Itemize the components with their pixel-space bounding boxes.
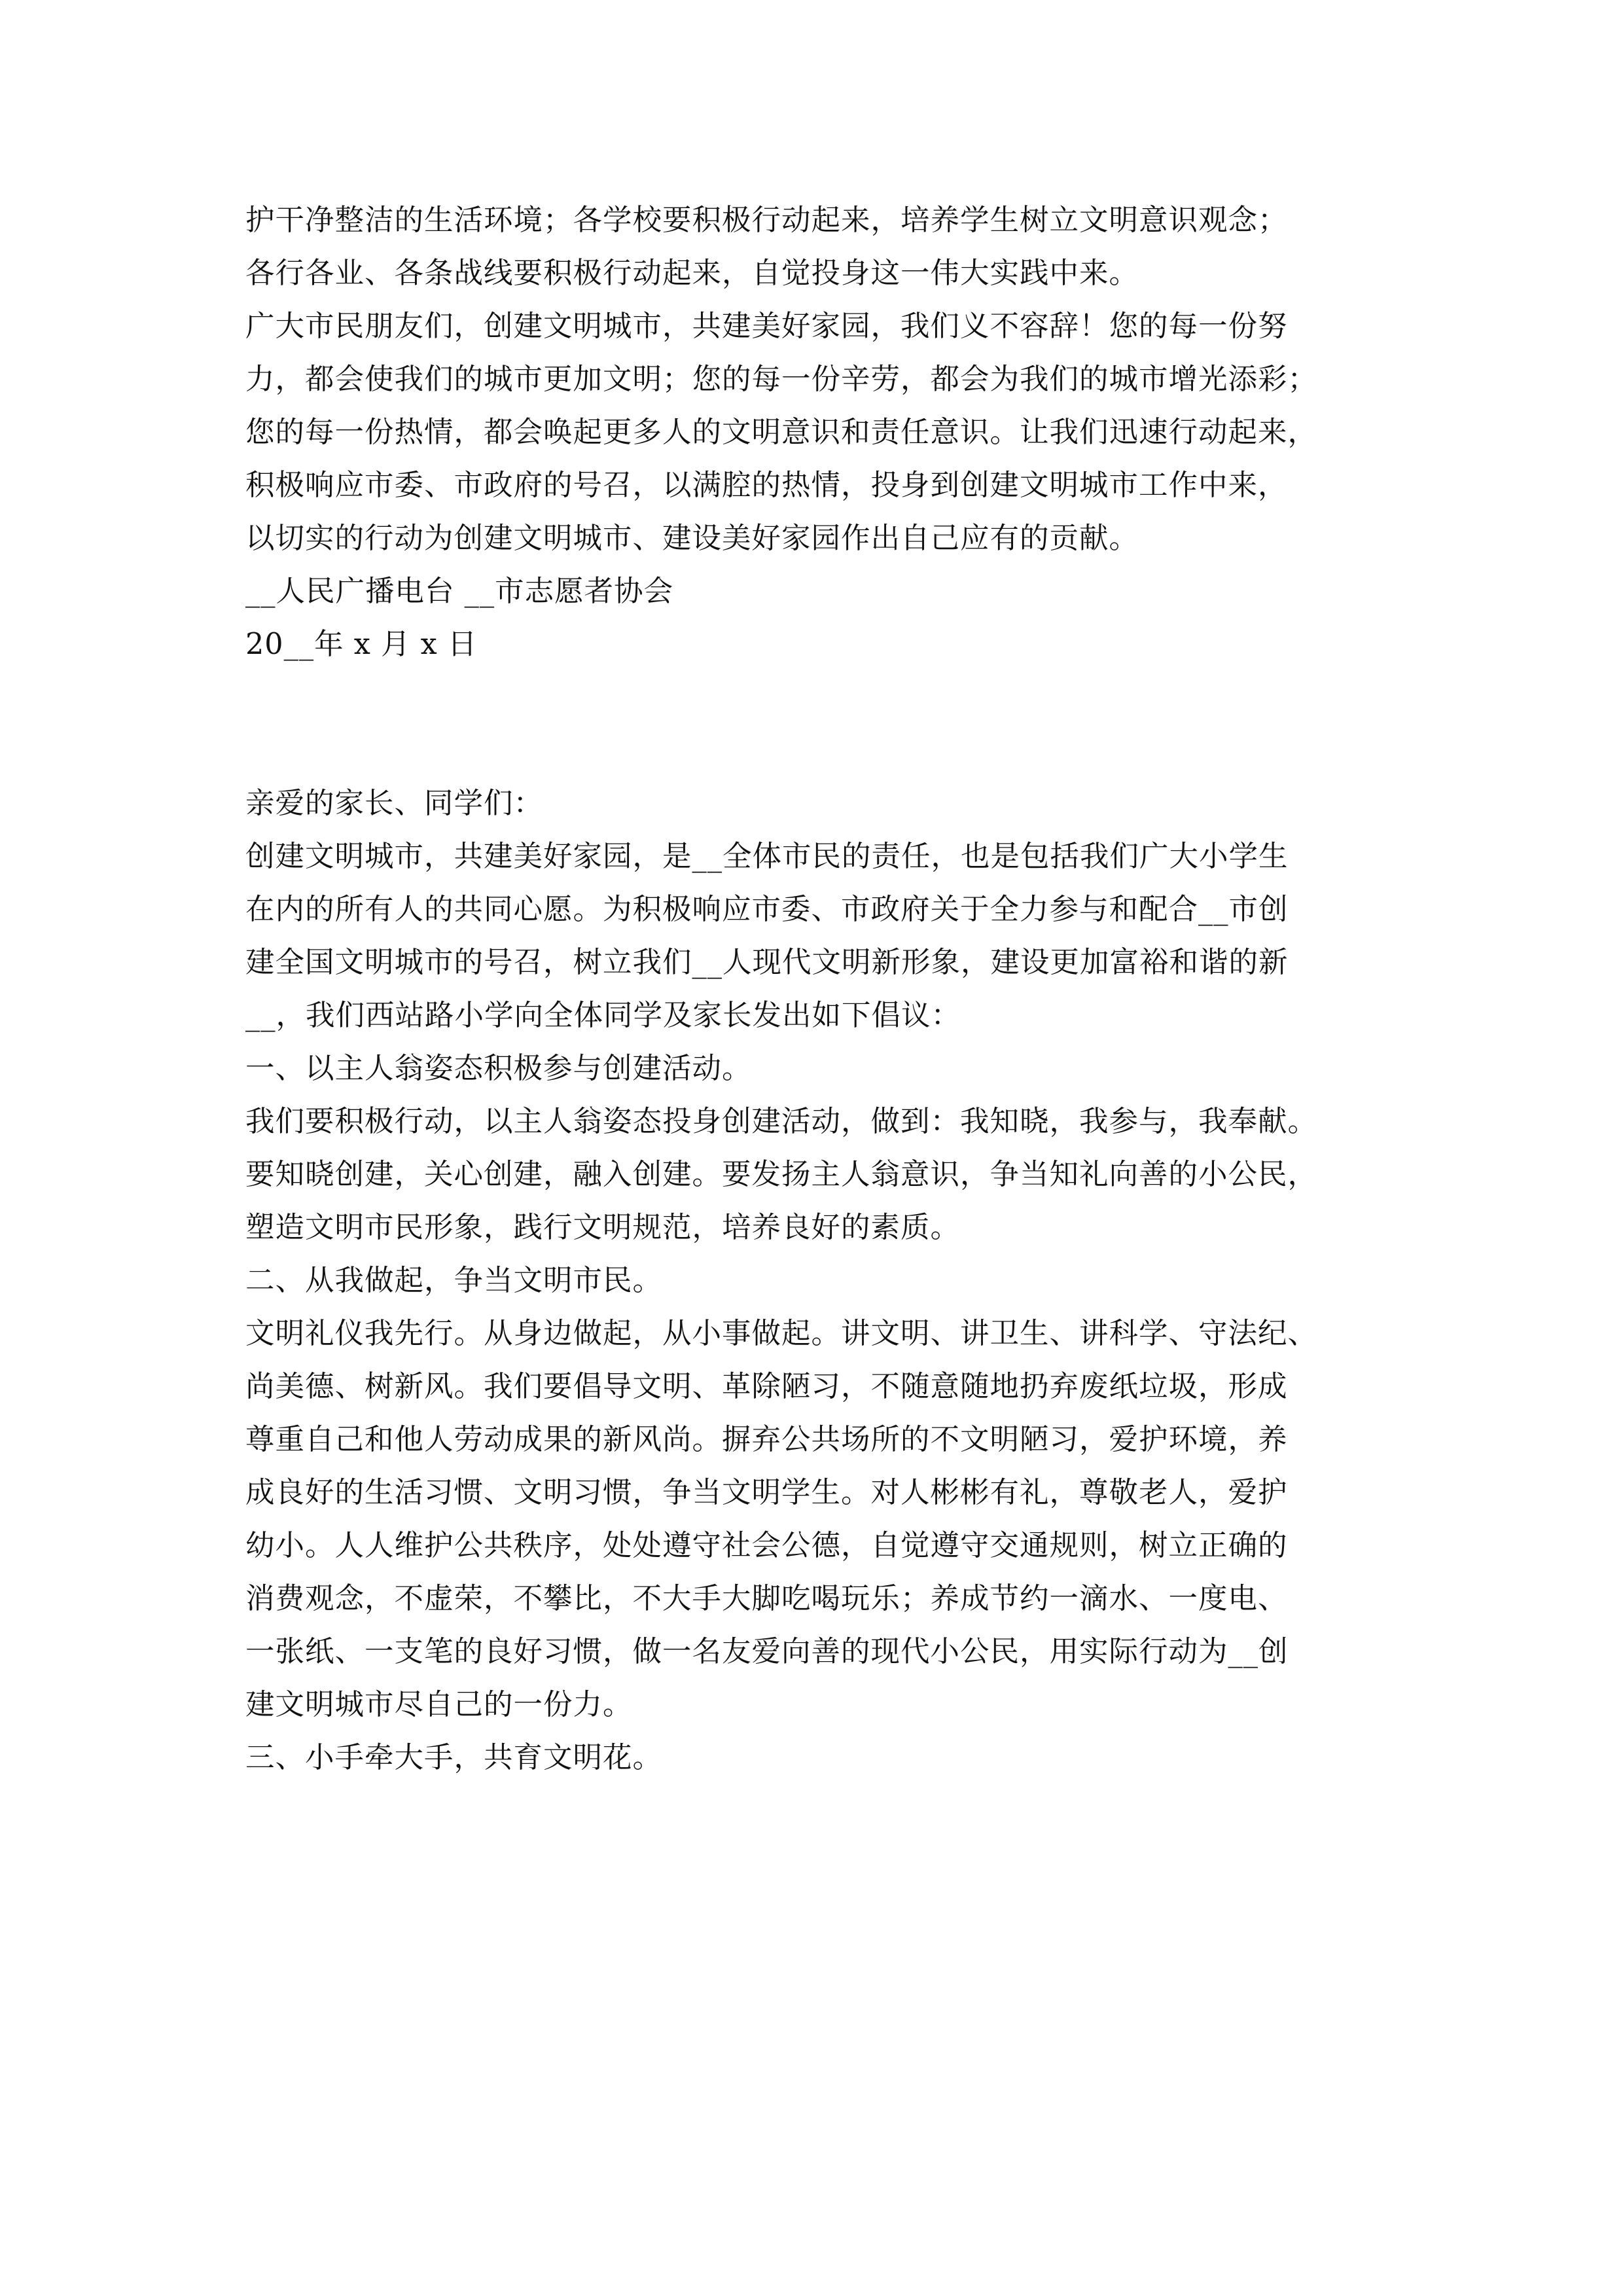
- text-line: 幼小。人人维护公共秩序，处处遵守社会公德，自觉遵守交通规则，树立正确的: [245, 1529, 1288, 1562]
- section-divider: [245, 671, 1391, 777]
- text-line: 力，都会使我们的城市更加文明；您的每一份辛劳，都会为我们的城市增光添彩；: [245, 363, 1318, 396]
- text-line: 成良好的生活习惯、文明习惯，争当文明学生。对人彬彬有礼，尊敬老人，爱护: [245, 1476, 1288, 1509]
- text-line: 建文明城市尽自己的一份力。: [245, 1688, 633, 1721]
- text-line: 尊重自己和他人劳动成果的新风尚。摒弃公共场所的不文明陋习，爱护环境，养: [245, 1423, 1288, 1456]
- text-line: __，我们西站路小学向全体同学及家长发出如下倡议：: [245, 999, 961, 1032]
- text-line: 广大市民朋友们，创建文明城市，共建美好家园，我们义不容辞！您的每一份努: [245, 310, 1288, 343]
- signature-organizations: __人民广播电台 __市志愿者协会: [245, 575, 674, 608]
- section-heading: 一、以主人翁姿态积极参与创建活动。: [245, 1052, 752, 1085]
- text-line: 创建文明城市，共建美好家园，是__全体市民的责任，也是包括我们广大小学生: [245, 840, 1289, 873]
- section-heading: 三、小手牵大手，共育文明花。: [245, 1741, 663, 1774]
- text-line: 尚美德、树新风。我们要倡导文明、革除陋习，不随意随地扔弃废纸垃圾，形成: [245, 1370, 1288, 1403]
- text-line: 在内的所有人的共同心愿。为积极响应市委、市政府关于全力参与和配合__市创: [245, 893, 1289, 926]
- text-line: 积极响应市委、市政府的号召，以满腔的热情，投身到创建文明城市工作中来，: [245, 469, 1288, 502]
- text-line: 消费观念，不虚荣，不攀比，不大手大脚吃喝玩乐；养成节约一滴水、一度电、: [245, 1582, 1288, 1615]
- text-line: 要知晓创建，关心创建，融入创建。要发扬主人翁意识，争当知礼向善的小公民，: [245, 1158, 1318, 1191]
- text-line: 我们要积极行动，以主人翁姿态投身创建活动，做到：我知晓，我参与，我奉献。: [245, 1105, 1318, 1138]
- text-line: 文明礼仪我先行。从身边做起，从小事做起。讲文明、讲卫生、讲科学、守法纪、: [245, 1317, 1318, 1350]
- text-line: 以切实的行动为创建文明城市、建设美好家园作出自己应有的贡献。: [245, 522, 1139, 555]
- signature-date: 20__年 x 月 x 日: [245, 628, 478, 661]
- document-body: [245, 194, 1391, 1784]
- text-line: 一张纸、一支笔的良好习惯，做一名友爱向善的现代小公民，用实际行动为__创: [245, 1635, 1289, 1668]
- text-line: 护干净整洁的生活环境；各学校要积极行动起来，培养学生树立文明意识观念；: [245, 204, 1288, 237]
- text-line: 塑造文明市民形象，践行文明规范，培养良好的素质。: [245, 1211, 961, 1244]
- section-heading: 二、从我做起，争当文明市民。: [245, 1264, 663, 1297]
- salutation: 亲爱的家长、同学们：: [245, 787, 544, 820]
- text-line: 您的每一份热情，都会唤起更多人的文明意识和责任意识。让我们迅速行动起来，: [245, 416, 1318, 449]
- text-line: 建全国文明城市的号召，树立我们__人现代文明新形象，建设更加富裕和谐的新: [245, 946, 1289, 979]
- text-line: 各行各业、各条战线要积极行动起来，自觉投身这一伟大实践中来。: [245, 257, 1139, 290]
